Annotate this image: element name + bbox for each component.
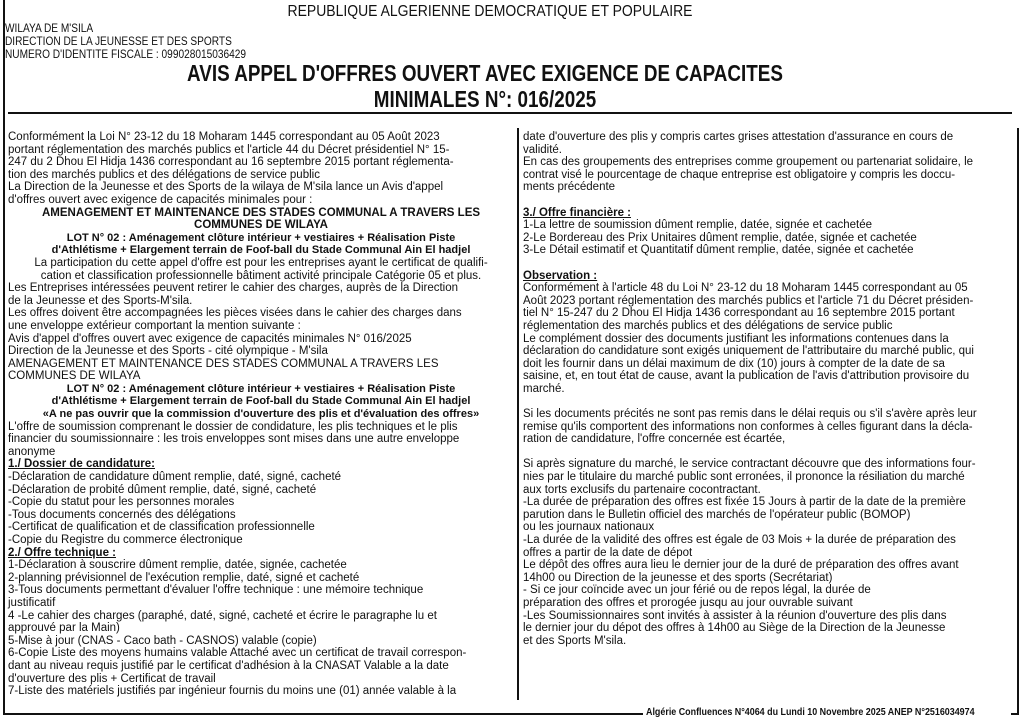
- text-line: -Déclaration de probité dûment remplie, daté, signé, cacheté: [8, 483, 317, 496]
- text-line: tiel N° 15-247 du 2 Dhou El Hidja 1436 correspondant au 16 septembre 2015 portant: [523, 307, 955, 320]
- text-line: portant réglementation des marchés publics et l'article 44 du Décret présidentiel N° 15-: [8, 143, 450, 156]
- text-line: La participation du cette appel d'offre est pour les entreprises ayant le certificat de qualifi-: [34, 256, 488, 269]
- section-heading: 1./ Dossier de candidature:: [8, 458, 155, 471]
- text-line: [523, 194, 1013, 207]
- text-line: AMENAGEMENT ET MAINTENANCE DES STADES COMMUNAL A TRAVERS LES: [8, 357, 439, 370]
- project-heading-line: COMMUNES DE WILAYA: [194, 219, 328, 232]
- project-heading-line: LOT N° 02 : Aménagement clôture intérieur + vestiaires + Réalisation Piste: [66, 231, 456, 244]
- text-line: validité.: [523, 143, 562, 156]
- text-line: 14h00 ou Direction de la jeunesse et des sports (Secrétariat): [523, 571, 833, 584]
- text-line: remise qu'ils comportent des informations non conformes à celles figurant dans la décla-: [523, 420, 973, 433]
- text-line: -Tous documents concernés des délégations: [8, 508, 236, 521]
- publication-footer: Algérie Confluences N°4064 du Lundi 10 Novembre 2025 ANEP N°2516034974: [646, 706, 975, 718]
- text-line: Direction de la Jeunesse et des Sports - cité olympique - M'sila: [8, 345, 328, 358]
- text-line: 3-Tous documents permettant d'évaluer l'offre technique : une mémoire technique: [8, 584, 424, 597]
- project-heading-line: d'Athlétisme + Elargement terrain de Foof-ball du Stade Communal Ain El hadjel: [51, 244, 471, 257]
- text-line: réglementation des marchés publics et des délégations de service public: [523, 319, 893, 332]
- text-line: marché.: [523, 382, 565, 395]
- text-line: [523, 257, 1013, 270]
- text-line: [523, 395, 1013, 408]
- text-line: Le dépôt des offres aura lieu le dernier jour de la duré de préparation des offres avant: [523, 559, 959, 572]
- text-line: approuvé par la Main): [8, 622, 120, 635]
- text-line: La Direction de la Jeunesse et des Sports de la wilaya de M'sila lance un Avis d'appel: [8, 181, 444, 194]
- page-left-border: [3, 0, 5, 714]
- text-line: 2-planning prévisionnel de l'exécution remplie, daté, signé et cacheté: [8, 571, 360, 584]
- text-line: le dernier jour du dépot des offres à 14h00 au Siège de la Direction de la Jeunesse: [523, 622, 946, 635]
- text-line: déclaration do candidature sont exigés uniquement de l'attributaire du marché public, qui: [523, 345, 974, 358]
- notice-number: MINIMALES N°: 016/2025: [373, 86, 597, 112]
- text-line: 6-Copie Liste des moyens humains valable Attaché avec un certificat de travail correspon-: [8, 647, 467, 660]
- section-heading: 3./ Offre financière :: [523, 206, 632, 219]
- left-column: [8, 131, 514, 698]
- text-line: parution dans le Bulletin officiel des marchés de l'opérateur public (BOMOP): [523, 508, 911, 521]
- text-line: date d'ouverture des plis y compris cartes grises attestation d'assurance en cours de: [523, 131, 954, 143]
- text-line: d'offres ouvert avec exigence de capacités minimales pour :: [8, 193, 313, 206]
- text-line: saisine, et, en tout état de cause, avant la publication de l'avis d'attribution provisoire du: [523, 370, 970, 383]
- text-line: -Copie du Registre du commerce électronique: [8, 534, 243, 546]
- header-rule: [8, 112, 1012, 114]
- text-line: En cas des groupements des entreprises comme groupement ou partenariat solidaire, le: [523, 156, 974, 169]
- page-right-border: [1017, 128, 1019, 714]
- country-header: REPUBLIQUE ALGERIENNE DEMOCRATIQUE ET POPULAIRE: [287, 3, 693, 20]
- text-line: justificatif: [8, 596, 56, 609]
- footer-rule-left: [3, 713, 643, 715]
- column-divider: [517, 128, 519, 700]
- text-line: contrat visé le pourcentage de chaque entreprise est obligatoire y compris les doccu-: [523, 168, 956, 181]
- text-line: 247 du 2 Dhou El Hidja 1436 correspondant au 16 septembre 2015 portant réglementa-: [8, 156, 454, 169]
- text-line: une enveloppe extérieur comportant la mention suivante :: [8, 319, 301, 332]
- project-heading-line: LOT N° 02 : Aménagement clôture intérieur + vestiaires + Réalisation Piste: [66, 382, 456, 395]
- text-line: ments précédente: [523, 181, 616, 194]
- text-line: nies par le titulaire du marché public sont erronées, il prononce la résiliation du marché: [523, 471, 965, 484]
- text-line: d'ouverture des plis + Certificat de travail: [8, 672, 216, 685]
- text-line: aux torts exclusifs du partenaire cocontractant.: [523, 483, 761, 496]
- text-line: 1-Déclaration à souscrire dûment remplie, datée, signée, cachetée: [8, 559, 347, 572]
- text-line: Août 2023 portant réglementation des marchés publics et l'article 71 du Décret présiden-: [523, 294, 974, 307]
- text-line: 7-Liste des matériels justifiés par ingénieur fournis du moins une (01) année valable à la: [8, 685, 457, 698]
- text-line: 2-Le Bordereau des Prix Unitaires dûment remplie, datée, signée et cachetée: [523, 231, 917, 244]
- section-heading: Observation :: [523, 269, 598, 282]
- project-heading-line: AMENAGEMENT ET MAINTENANCE DES STADES COMMUNAL A TRAVERS LES: [41, 206, 481, 219]
- direction-label: DIRECTION DE LA JEUNESSE ET DES SPORTS: [5, 36, 232, 48]
- right-column: [523, 131, 1013, 647]
- text-line: Si les documents précités ne sont pas remis dans le délai requis ou s'il s'avère après leur: [523, 408, 977, 421]
- text-line: Les Entreprises intéressées peuvent retirer le cahier des charges, auprès de la Direction: [8, 282, 459, 295]
- text-line: Conformément à l'article 48 du Loi N° 23-12 du 18 Moharam 1445 correspondant au 05: [523, 282, 968, 295]
- text-line: tion des marchés publics et des délégations de service public: [8, 168, 320, 181]
- text-line: 4 -Le cahier des charges (paraphé, daté, signé, cacheté et écrire le paragraphe lu et: [8, 609, 437, 622]
- tax-id-label: NUMERO D'IDENTITE FISCALE : 099028015036429: [5, 49, 246, 61]
- text-line: -Les Soumissionnaires sont invités à assister à la réunion d'ouverture des plis dans: [523, 609, 947, 622]
- project-heading-line: d'Athlétisme + Elargement terrain de Foof-ball du Stade Communal Ain El hadjel: [51, 395, 471, 408]
- text-line: 3-Le Détail estimatif et Quantitatif dûment remplie, datée, signée et cachetée: [523, 244, 914, 257]
- text-line: dant au niveau requis justifié par le certificat d'adhésion à la CNASAT Valable a la date: [8, 659, 449, 672]
- text-line: 5-Mise à jour (CNAS - Caco bath - CASNOS) valable (copie): [8, 634, 317, 647]
- text-line: doit les fournir dans un délai maximum de dix (10) jours à compter de la date de sa: [523, 357, 945, 370]
- text-line: COMMUNES DE WILAYA: [8, 370, 141, 383]
- text-line: - Si ce jour coïncide avec un jour férié ou de repos légal, la durée de: [523, 584, 871, 597]
- text-line: offres a partir de la date de dépot: [523, 546, 693, 559]
- text-line: financier du soumissionnaire : les trois enveloppes sont mises dans une autre enveloppe: [8, 433, 460, 446]
- footer-rule-right: [1011, 713, 1019, 715]
- text-line: Le complément dossier des documents justifiant les informations contenues dans la: [523, 332, 949, 345]
- text-line: préparation des offres et prorogée jusqu au jour ouvrable suivant: [523, 596, 853, 609]
- text-line: -Copie du statut pour les personnes morales: [8, 496, 235, 509]
- text-line: Les offres doivent être accompagnées les pièces visées dans le cahier des charges dans: [8, 307, 462, 320]
- text-line: -La durée de la validité des offres est égale de 03 Mois + la durée de préparation des: [523, 534, 956, 546]
- text-line: cation et classification professionnelle bâtiment activité principale Catégorie 05 et plus.: [40, 269, 482, 282]
- text-line: [523, 446, 1013, 459]
- text-line: Avis d'appel d'offres ouvert avec exigence de capacités minimales N° 016/2025: [8, 332, 412, 345]
- text-line: 1-La lettre de soumission dûment remplie, datée, signée et cachetée: [523, 219, 873, 232]
- wilaya-label: WILAYA DE M'SILA: [5, 23, 94, 35]
- text-line: L'offre de soumission comprenant le dossier de condidature, les plis techniques et le plis: [8, 420, 458, 433]
- text-line: et des Sports M'sila.: [523, 634, 627, 647]
- text-line: -Certificat de qualification et de classification professionnelle: [8, 521, 315, 534]
- text-line: de la Jeunesse et des Sports-M'sila.: [8, 294, 193, 307]
- section-heading: 2./ Offre technique :: [8, 546, 116, 559]
- text-line: Si après signature du marché, le service contractant découvre que des informations four-: [523, 458, 976, 471]
- text-line: -Déclaration de candidature dûment remplie, daté, signé, cacheté: [8, 471, 342, 484]
- text-line: ration de candidature, l'offre concernée est écartée,: [523, 433, 786, 446]
- text-line: anonyme: [8, 445, 56, 458]
- text-line: -La durée de préparation des offres est fixée 15 Jours à partir de la date de la première: [523, 496, 966, 509]
- notice-title: AVIS APPEL D'OFFRES OUVERT AVEC EXIGENCE DE CAPACITES: [187, 60, 783, 86]
- text-line: Conformément la Loi N° 23-12 du 18 Moharam 1445 correspondant au 05 Août 2023: [8, 131, 440, 143]
- project-heading-line: «A ne pas ouvrir que la commission d'ouverture des plis et d'évaluation des offres»: [42, 408, 480, 421]
- text-line: ou les journaux nationaux: [523, 521, 655, 534]
